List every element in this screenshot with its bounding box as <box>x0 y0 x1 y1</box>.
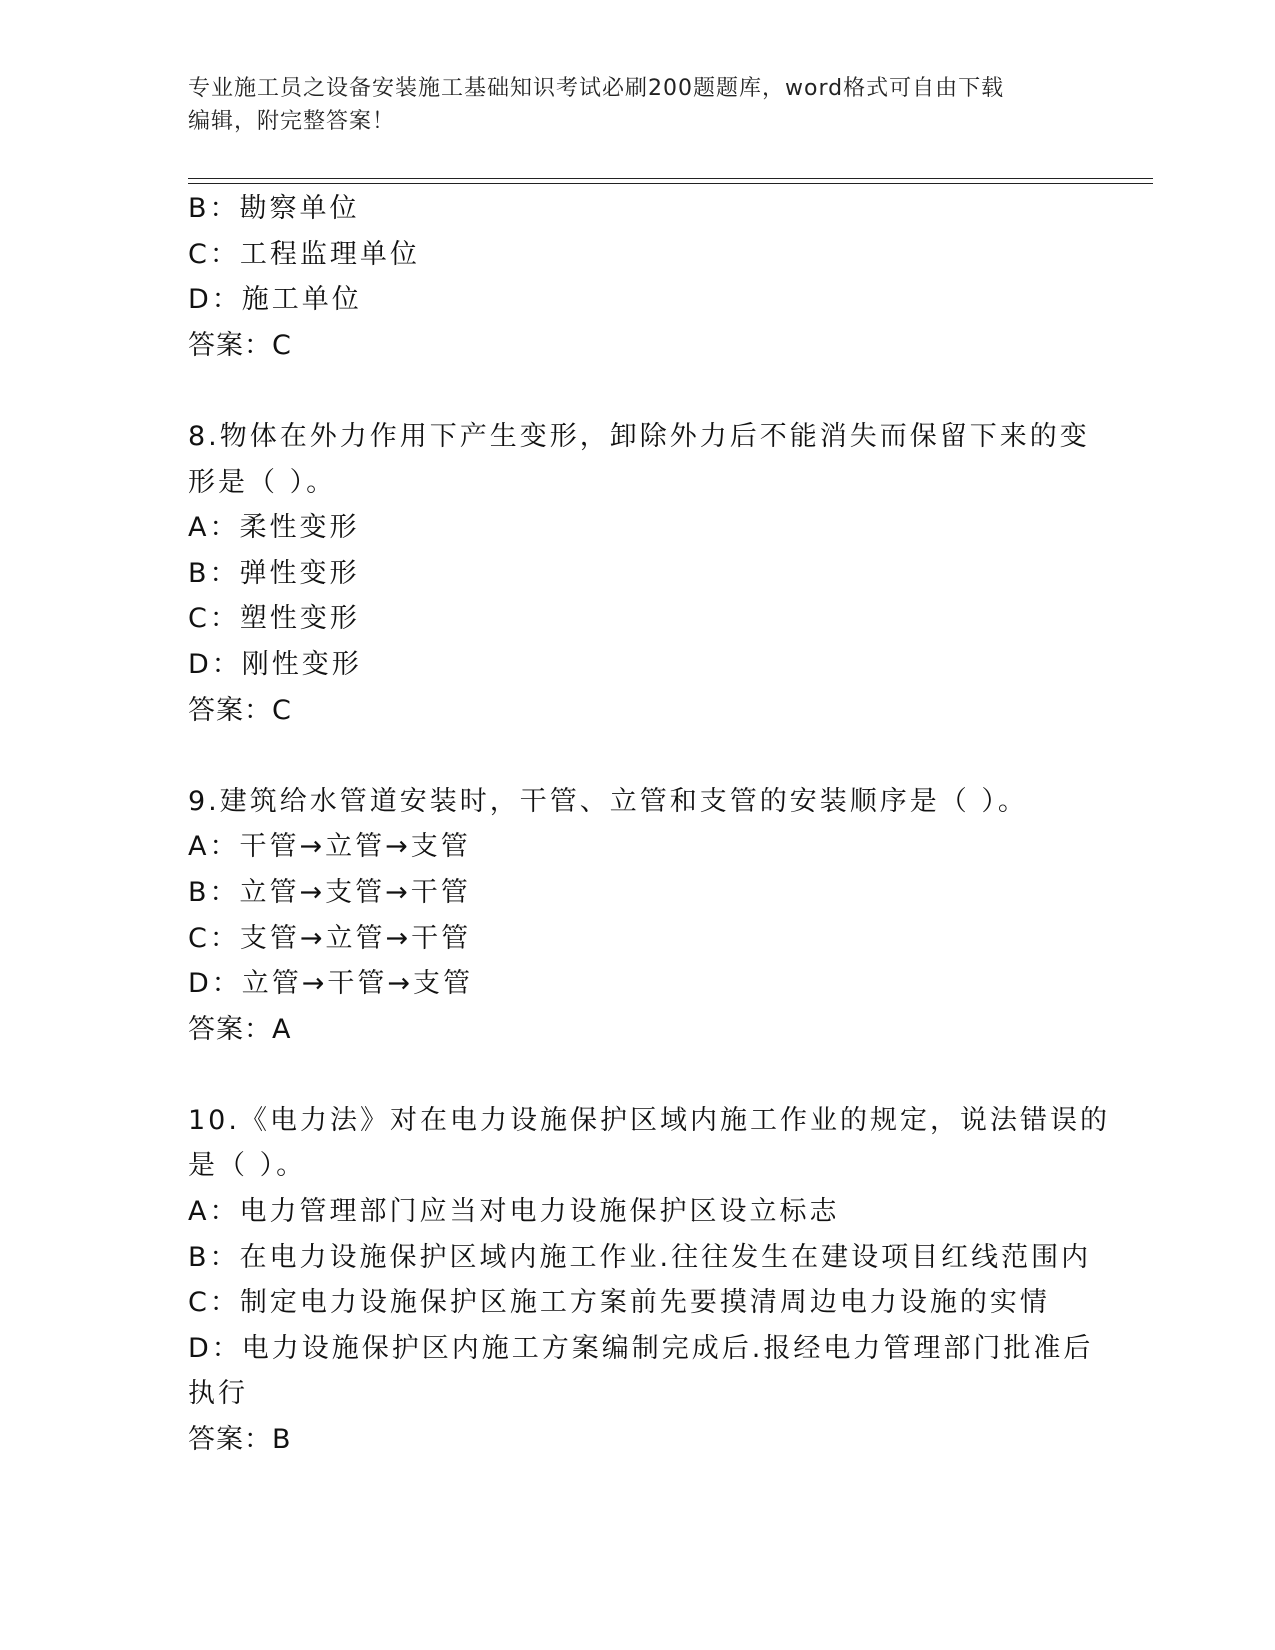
option-a: A：柔性变形 <box>188 512 360 544</box>
option-c: C：塑性变形 <box>188 603 360 635</box>
option-a: A：干管→立管→支管 <box>188 831 471 863</box>
answer-line: 答案：C <box>188 329 292 361</box>
question-list <box>188 186 1110 1463</box>
answer-line: 答案：A <box>188 1013 292 1045</box>
question-9 <box>188 779 1088 1053</box>
option-d: D：电力设施保护区内施工方案编制完成后.报经电力管理部门批准后 <box>188 1332 1094 1364</box>
option-d: D：刚性变形 <box>188 648 362 680</box>
option-b: B：弹性变形 <box>188 557 360 589</box>
answer-line: 答案：B <box>188 1424 292 1456</box>
question-stem-continued: 形是（ ）。 <box>188 466 337 498</box>
option-d: D：施工单位 <box>188 284 362 316</box>
option-d-continued: 执行 <box>188 1378 248 1410</box>
document-header <box>188 72 1088 138</box>
question-stem: 10.《电力法》对在电力设施保护区域内施工作业的规定，说法错误的 <box>188 1104 1110 1136</box>
option-b: B：勘察单位 <box>188 193 360 224</box>
option-d: D：立管→干管→支管 <box>188 968 474 1000</box>
option-a: A：电力管理部门应当对电力设施保护区设立标志 <box>188 1196 840 1228</box>
option-c: C：制定电力设施保护区施工方案前先要摸清周边电力设施的实情 <box>188 1287 1050 1319</box>
question-stem: 8.物体在外力作用下产生变形，卸除外力后不能消失而保留下来的变 <box>188 420 1090 452</box>
header-divider-bottom <box>188 183 1153 184</box>
option-b: B：立管→支管→干管 <box>188 876 471 908</box>
question-7-tail <box>188 186 1088 368</box>
question-stem: 9.建筑给水管道安装时，干管、立管和支管的安装顺序是（ ）。 <box>188 785 1028 817</box>
header-line-1: 专业施工员之设备安装施工基础知识考试必刷200题题库，word格式可自由下载 <box>188 76 1005 101</box>
question-10 <box>188 1098 1110 1463</box>
header-line-2: 编辑，附完整答案！ <box>188 109 396 134</box>
question-stem-continued: 是（ ）。 <box>188 1150 307 1182</box>
header-divider-top <box>188 178 1153 179</box>
option-b: B：在电力设施保护区域内施工作业.往往发生在建设项目红线范围内 <box>188 1241 1092 1273</box>
option-c: C：工程监理单位 <box>188 238 420 270</box>
option-c: C：支管→立管→干管 <box>188 922 472 954</box>
question-8 <box>188 414 1088 733</box>
answer-line: 答案：C <box>188 694 292 726</box>
